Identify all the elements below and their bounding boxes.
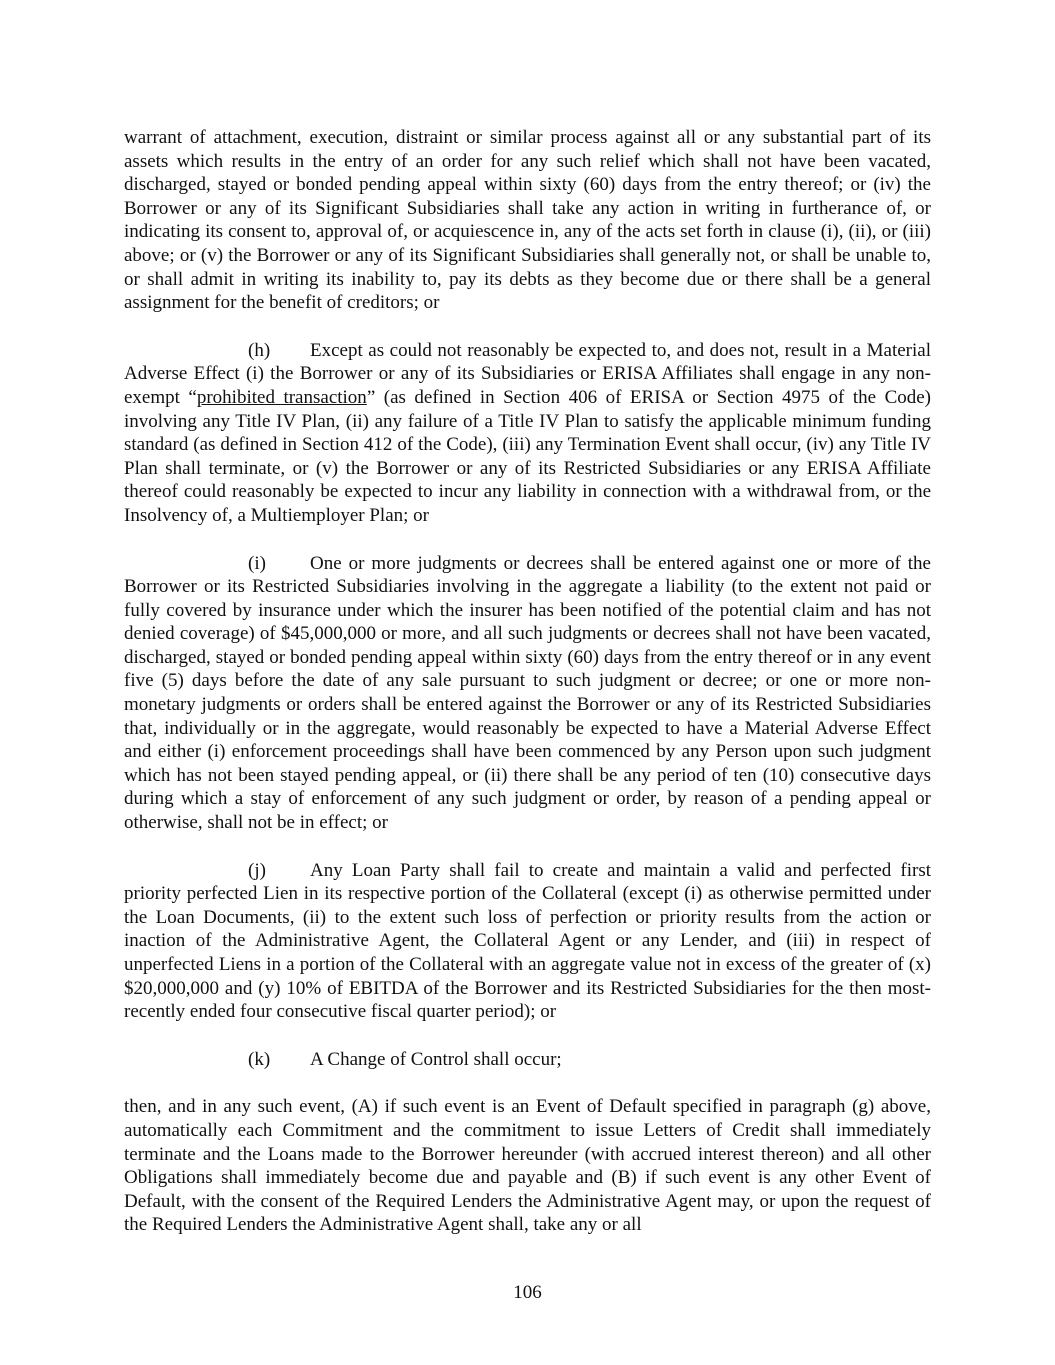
prohibited-transaction-term: prohibited transaction: [196, 386, 367, 408]
paragraph-j: [124, 859, 931, 1024]
paragraph-k-text: A Change of Control shall occur;: [310, 1048, 562, 1070]
closing-paragraph: then, and in any such event, (A) if such event is an Event of Default specified in paragraph (g) above, automatically each Commitment and the commitment to issue Letters of Credit shall immediately terminate and the Loans made to the Borrower hereunder (with accrued interest thereon) and all other Obligations shall immediately become due and payable and (B) if such event is any other Event of Default, with the consent of the Required Lenders the Administrative Agent may, or upon the request of the Required Lenders the Administrative Agent shall, take any or all: [124, 1096, 931, 1236]
paragraph-k: [124, 1048, 931, 1072]
continuation-paragraph: warrant of attachment, execution, distraint or similar process against all or any substantial part of its assets which results in the entry of an order for any such relief which shall not have been vacated, discharged, stayed or bonded pending appeal within sixty (60) days from the entry thereof; or (iv) the Borrower or any of its Significant Subsidiaries shall take any action in writing in furtherance of, or indicating its consent to, approval of, or acquiescence in, any of the acts set forth in clause (i), (ii), or (iii) above; or (v) the Borrower or any of its Significant Subsidiaries shall generally not, or shall be unable to, or shall admit in writing its inability to, pay its debts as they become due or there shall be a general assignment for the benefit of creditors; or: [124, 127, 931, 314]
paragraph-h: [124, 339, 931, 528]
paragraph-h-text-before: Except as could not reasonably be expected to, and does not, result in a Material Adverse Effect (i) the Borrower or any of its Subsidiaries or ERISA Affiliates shall engage in any non-exempt “: [124, 339, 931, 408]
paragraph-i-label: (i): [248, 552, 266, 574]
document-page: [124, 126, 931, 1237]
paragraph-j-text: Any Loan Party shall fail to create and maintain a valid and perfected first priority perfected Lien in its respective portion of the Collateral (except (i) as otherwise permitted under the Loan Documents, (ii) to the extent such loss of perfection or priority results from the action or inaction of the Administrative Agent, the Collateral Agent or any Lender, and (iii) in respect of unperfected Liens in a portion of the Collateral with an aggregate value not in excess of the greater of (x) $20,000,000 and (y) 10% of EBITDA of the Borrower and its Restricted Subsidiaries for the then most-recently ended four consecutive fiscal quarter period); or: [124, 859, 931, 1023]
paragraph-h-label: (h): [248, 339, 271, 361]
paragraph-i-text: One or more judgments or decrees shall be entered against one or more of the Borrower or its Restricted Subsidiaries involving in the aggregate a liability (to the extent not paid or fully covered by insurance under which the insurer has been notified of the potential claim and has not denied coverage) of $45,000,000 or more, and all such judgments or decrees shall not have been vacated, discharged, stayed or bonded pending appeal within sixty (60) days from the entry thereof or in any event five (5) days before the date of any sale pursuant to such judgment or decree; or one or more non-monetary judgments or orders shall be entered against the Borrower or any of its Restricted Subsidiaries that, individually or in the aggregate, would reasonably be expected to have a Material Adverse Effect and either (i) enforcement proceedings shall have been commenced by any Person upon such judgment which has not been stayed pending appeal, or (ii) there shall be any period of ten (10) consecutive days during which a stay of enforcement of any such judgment or order, by reason of a pending appeal or otherwise, shall not be in effect; or: [124, 552, 931, 834]
paragraph-j-label: (j): [248, 859, 266, 881]
paragraph-i: [124, 552, 931, 835]
paragraph-k-label: (k): [248, 1048, 271, 1070]
paragraph-h-text-after: ” (as defined in Section 406 of ERISA or Section 4975 of the Code) involving any Title IV Plan, (ii) any failure of a Title IV Plan to satisfy the applicable minimum funding standard (as defined in Section 412 of the Code), (iii) any Termination Event shall occur, (iv) any Title IV Plan shall terminate, or (v) the Borrower or any of its Restricted Subsidiaries or any ERISA Affiliate thereof could reasonably be expected to incur any liability in connection with a withdrawal from, or the Insolvency of, a Multiemployer Plan; or: [124, 386, 931, 526]
page-number: 106: [513, 1282, 542, 1303]
